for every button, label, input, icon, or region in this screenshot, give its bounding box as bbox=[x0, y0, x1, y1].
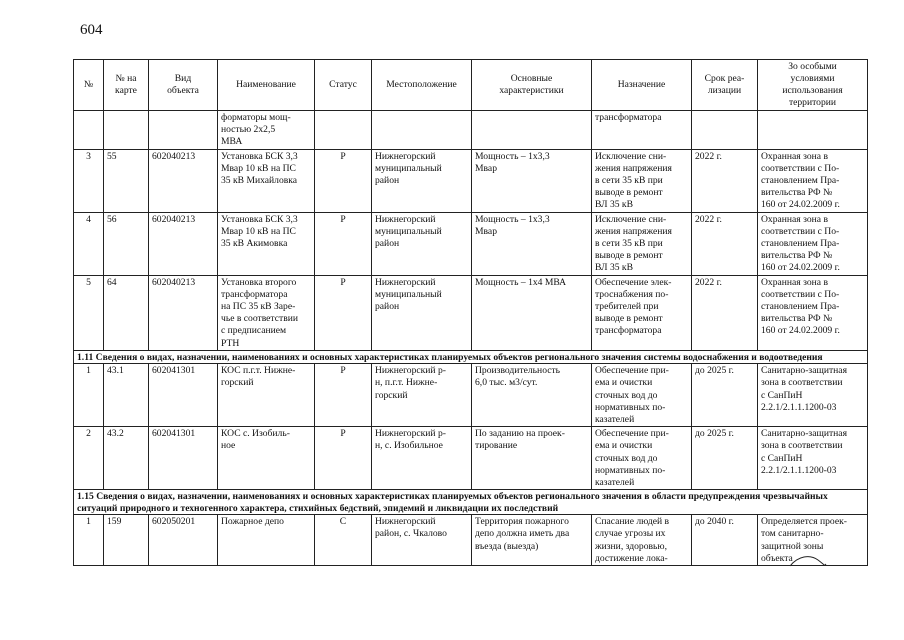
cell-type: 602050201 bbox=[149, 515, 218, 566]
cell-zones: Охранная зона в соответствии с По- становлением Пра- вительства РФ № 160 от 24.02.2009 г. bbox=[758, 275, 868, 350]
header-purpose: Назначение bbox=[592, 60, 692, 111]
cell-characteristics: Мощность – 1х4 МВА bbox=[472, 275, 592, 350]
cell-purpose: Исключение сни- жения напряжения в сети 35 кВ при выводе в ремонт ВЛ 35 кВ bbox=[592, 212, 692, 275]
cell-term: 2022 г. bbox=[692, 212, 758, 275]
cell-location: Нижнегорский муниципальный район bbox=[372, 212, 472, 275]
header-term: Срок реа- лизации bbox=[692, 60, 758, 111]
cell-location: Нижнегорский муниципальный район bbox=[372, 275, 472, 350]
header-map-num: № на карте bbox=[104, 60, 149, 111]
cell-zones: Охранная зона в соответствии с По- становлением Пра- вительства РФ № 160 от 24.02.2009 г. bbox=[758, 212, 868, 275]
cell-name: Установка БСК 3,3 Мвар 10 кВ на ПС 35 кВ Михайловка bbox=[218, 149, 315, 212]
cell-num: 2 bbox=[74, 427, 104, 490]
cell-num: 1 bbox=[74, 515, 104, 566]
section-row bbox=[74, 350, 868, 363]
cell-name: КОС п.г.т. Нижне- горский bbox=[218, 364, 315, 427]
cell-status: Р bbox=[315, 275, 372, 350]
header-status: Статус bbox=[315, 60, 372, 111]
table-row bbox=[74, 111, 868, 150]
cell-map-num: 159 bbox=[104, 515, 149, 566]
cell-characteristics: По заданию на проек- тирование bbox=[472, 427, 592, 490]
section-heading-1-15: 1.15 Сведения о видах, назначении, наименованиях и основных характеристиках планируемых объектов регионального значения в области предупреждения чрезвычайных ситуаций природного и техногенного характера, стихийных бедствий, эпидемий и ликвидации их последствий bbox=[74, 490, 868, 515]
cell-num: 3 bbox=[74, 149, 104, 212]
cell-map-num: 56 bbox=[104, 212, 149, 275]
cell-purpose: Обеспечение элек- троснабжения по- требителей при выводе в ремонт трансформатора bbox=[592, 275, 692, 350]
cell-type: 602041301 bbox=[149, 364, 218, 427]
cell-purpose: трансформатора bbox=[592, 111, 692, 150]
cell-location: Нижнегорский район, с. Чкалово bbox=[372, 515, 472, 566]
cell-map-num: 64 bbox=[104, 275, 149, 350]
cell-purpose: Спасание людей в случае угрозы их жизни, здоровью, достижение лока- bbox=[592, 515, 692, 566]
cell-type: 602040213 bbox=[149, 149, 218, 212]
cell-characteristics: Производительность 6,0 тыс. м3/сут. bbox=[472, 364, 592, 427]
cell-status: Р bbox=[315, 149, 372, 212]
cell-map-num: 43.1 bbox=[104, 364, 149, 427]
section-heading-1-11: 1.11 Сведения о видах, назначении, наименованиях и основных характеристиках планируемых объектов регионального значения системы водоснабжения и водоотведения bbox=[74, 350, 868, 363]
cell-status: С bbox=[315, 515, 372, 566]
cell-location: Нижнегорский р- н, п.г.т. Нижне- горский bbox=[372, 364, 472, 427]
table-row bbox=[74, 364, 868, 427]
cell-name: Пожарное депо bbox=[218, 515, 315, 566]
cell-term: до 2025 г. bbox=[692, 427, 758, 490]
cell-characteristics: Мощность – 1х3,3 Мвар bbox=[472, 212, 592, 275]
table-row bbox=[74, 427, 868, 490]
header-characteristics: Основные характеристики bbox=[472, 60, 592, 111]
header-zones: Зо особыми условиями использования территории bbox=[758, 60, 868, 111]
cell-type: 602040213 bbox=[149, 275, 218, 350]
cell-type: 602041301 bbox=[149, 427, 218, 490]
cell-map-num: 55 bbox=[104, 149, 149, 212]
cell-characteristics: Территория пожарного депо должна иметь два въезда (выезда) bbox=[472, 515, 592, 566]
cell-num: 1 bbox=[74, 364, 104, 427]
cell-purpose: Исключение сни- жения напряжения в сети 35 кВ при выводе в ремонт ВЛ 35 кВ bbox=[592, 149, 692, 212]
cell-location: Нижнегорский муниципальный район bbox=[372, 149, 472, 212]
table-row bbox=[74, 275, 868, 350]
table-row bbox=[74, 515, 868, 566]
header-num: № bbox=[74, 60, 104, 111]
cell-characteristics: Мощность – 1х3,3 Мвар bbox=[472, 149, 592, 212]
cell-num: 4 bbox=[74, 212, 104, 275]
cell-zones: Санитарно-защитная зона в соответствии с СанПиН 2.2.1/2.1.1.1200-03 bbox=[758, 364, 868, 427]
cell-term: 2022 г. bbox=[692, 275, 758, 350]
cell-map-num: 43.2 bbox=[104, 427, 149, 490]
table-row bbox=[74, 149, 868, 212]
cell-term: до 2040 г. bbox=[692, 515, 758, 566]
cell-zones: Определяется проек- том санитарно- защитной зоны объекта bbox=[758, 515, 868, 566]
header-location: Местоположение bbox=[372, 60, 472, 111]
cell-status: Р bbox=[315, 364, 372, 427]
section-row bbox=[74, 490, 868, 515]
cell-term: 2022 г. bbox=[692, 149, 758, 212]
cell-zones: Санитарно-защитная зона в соответствии с СанПиН 2.2.1/2.1.1.1200-03 bbox=[758, 427, 868, 490]
handwritten-mark bbox=[788, 554, 828, 568]
objects-table bbox=[73, 59, 868, 566]
page-number: 604 bbox=[80, 22, 103, 38]
cell-status: Р bbox=[315, 212, 372, 275]
cell-location: Нижнегорский р- н, с. Изобильное bbox=[372, 427, 472, 490]
cell-zones: Охранная зона в соответствии с По- становлением Пра- вительства РФ № 160 от 24.02.2009 г. bbox=[758, 149, 868, 212]
cell-name: КОС с. Изобиль- ное bbox=[218, 427, 315, 490]
header-type: Вид объекта bbox=[149, 60, 218, 111]
cell-name: Установка БСК 3,3 Мвар 10 кВ на ПС 35 кВ Акимовка bbox=[218, 212, 315, 275]
cell-num: 5 bbox=[74, 275, 104, 350]
cell-type: 602040213 bbox=[149, 212, 218, 275]
cell-status: Р bbox=[315, 427, 372, 490]
table-row bbox=[74, 212, 868, 275]
cell-purpose: Обеспечение при- ема и очистки сточных вод до нормативных по- казателей bbox=[592, 364, 692, 427]
cell-term: до 2025 г. bbox=[692, 364, 758, 427]
cell-name: форматоры мощ- ностью 2х2,5 МВА bbox=[218, 111, 315, 150]
header-name: Наименование bbox=[218, 60, 315, 111]
cell-purpose: Обеспечение при- ема и очистки сточных вод до нормативных по- казателей bbox=[592, 427, 692, 490]
table-header-row bbox=[74, 60, 868, 111]
cell-name: Установка второго трансформатора на ПС 35 кВ Заре- чье в соответствии с предписанием РТН bbox=[218, 275, 315, 350]
